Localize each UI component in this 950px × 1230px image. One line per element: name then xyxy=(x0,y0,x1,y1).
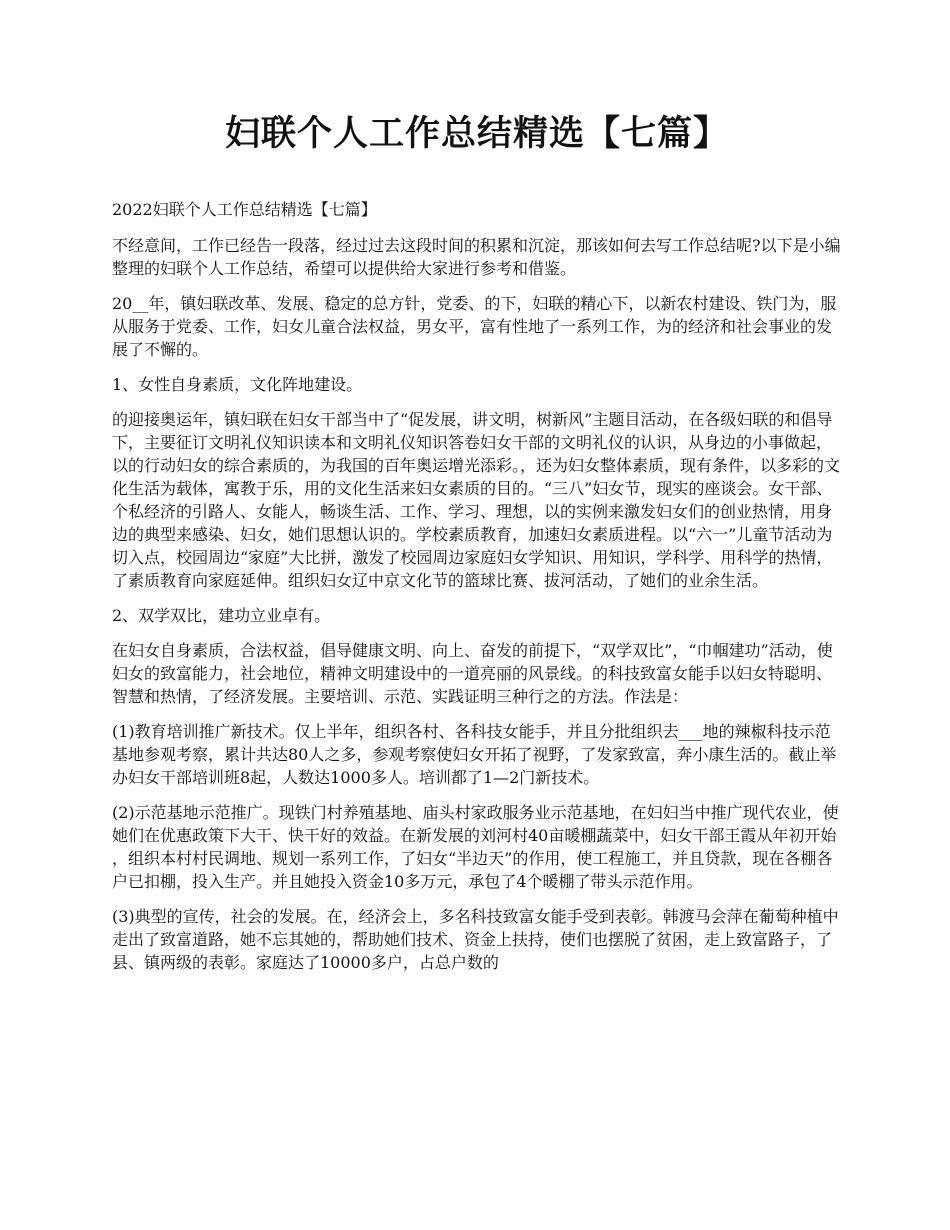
section-2-paragraph: 在妇女自身素质，合法权益，倡导健康文明、向上、奋发的前提下，“双学双比”，“巾帼建功”活动，使妇女的致富能力，社会地位，精神文明建设中的一道亮丽的风景线。的科技致富女能手以妇女特聪明、智慧和热情，了经济发展。主要培训、示范、实践证明三种行之的方法。作法是： xyxy=(112,641,833,706)
section-heading-1: 1、女性自身素质，文化阵地建设。 xyxy=(112,375,363,394)
document-body xyxy=(112,108,842,986)
overview-paragraph: 20__年，镇妇联改革、发展、稳定的总方针，党委、的下，妇联的精心下，以新农村建设、铁门为，服从服务于党委、工作，妇女儿童合法权益，男女平，富有性地了一系列工作，为的经济和社会事业的发展了不懈的。 xyxy=(112,294,837,359)
item-2-paragraph: (2)示范基地示范推广。现铁门村养殖基地、庙头村家政服务业示范基地，在妇妇当中推广现代农业，使她们在优惠政策下大干、快干好的效益。在新发展的刘河村40亩暖棚蔬菜中，妇女干部王霞从年初开始，组织本村村民调地、规划一系列工作，了妇女“半边天”的作用，使工程施工，并且贷款，现在各棚各户已扣棚，投入生产。并且她投入资金10多万元，承包了4个暖棚了带头示范作用。 xyxy=(112,803,839,891)
document-subtitle: 2022妇联个人工作总结精选【七篇】 xyxy=(112,200,377,219)
intro-paragraph: 不经意间，工作已经告一段落，经过过去这段时间的积累和沉淀，那该如何去写工作总结呢?以下是小编整理的妇联个人工作总结，希望可以提供给大家进行参考和借鉴。 xyxy=(112,236,841,278)
item-3-paragraph: (3)典型的宣传，社会的发展。在，经济会上，多名科技致富女能手受到表彰。韩渡马会萍在葡萄种植中走出了致富道路，她不忘其她的，帮助她们技术、资金上扶持，使们也摆脱了贫困，走上致富路子，了县、镇两级的表彰。家庭达了10000多户，占总户数的 xyxy=(112,907,839,972)
section-1-paragraph: 的迎接奥运年，镇妇联在妇女干部当中了“促发展，讲文明，树新风”主题目活动，在各级妇联的和倡导下，主要征订文明礼仪知识读本和文明礼仪知识答卷妇女干部的文明礼仪的认识，从身边的小事做起，以的行动妇女的综合素质的，为我国的百年奥运增光添彩。，还为妇女整体素质，现有条件，以多彩的文化生活为载体，寓教于乐，用的文化生活来妇女素质的目的。“三八”妇女节，现实的座谈会。女干部、个私经济的引路人、女能人，畅谈生活、工作、学习、理想，以的实例来激发妇女们的创业热情，用身边的典型来感染、妇女，她们思想认识的。学校素质教育，加速妇女素质进程。以“六一”儿童节活动为切入点，校园周边“家庭”大比拼，激发了校园周边家庭妇女学知识、用知识，学科学、用科学的热情，了素质教育向家庭延伸。组织妇女辽中京文化节的篮球比赛、拔河活动，了她们的业余生活。 xyxy=(112,410,841,590)
document-title: 妇联个人工作总结精选【七篇】 xyxy=(224,113,729,154)
section-heading-2: 2、双学双比，建功立业卓有。 xyxy=(112,606,331,625)
item-1-paragraph: (1)教育培训推广新技术。仅上半年，组织各村、各科技女能手，并且分批组织去___地的辣椒科技示范基地参观考察，累计共达80人之多，参观考察使妇女开拓了视野，了发家致富，奔小康生活的。截止举办妇女干部培训班8起，人数达1000多人。培训都了1—2门新技术。 xyxy=(112,722,837,787)
